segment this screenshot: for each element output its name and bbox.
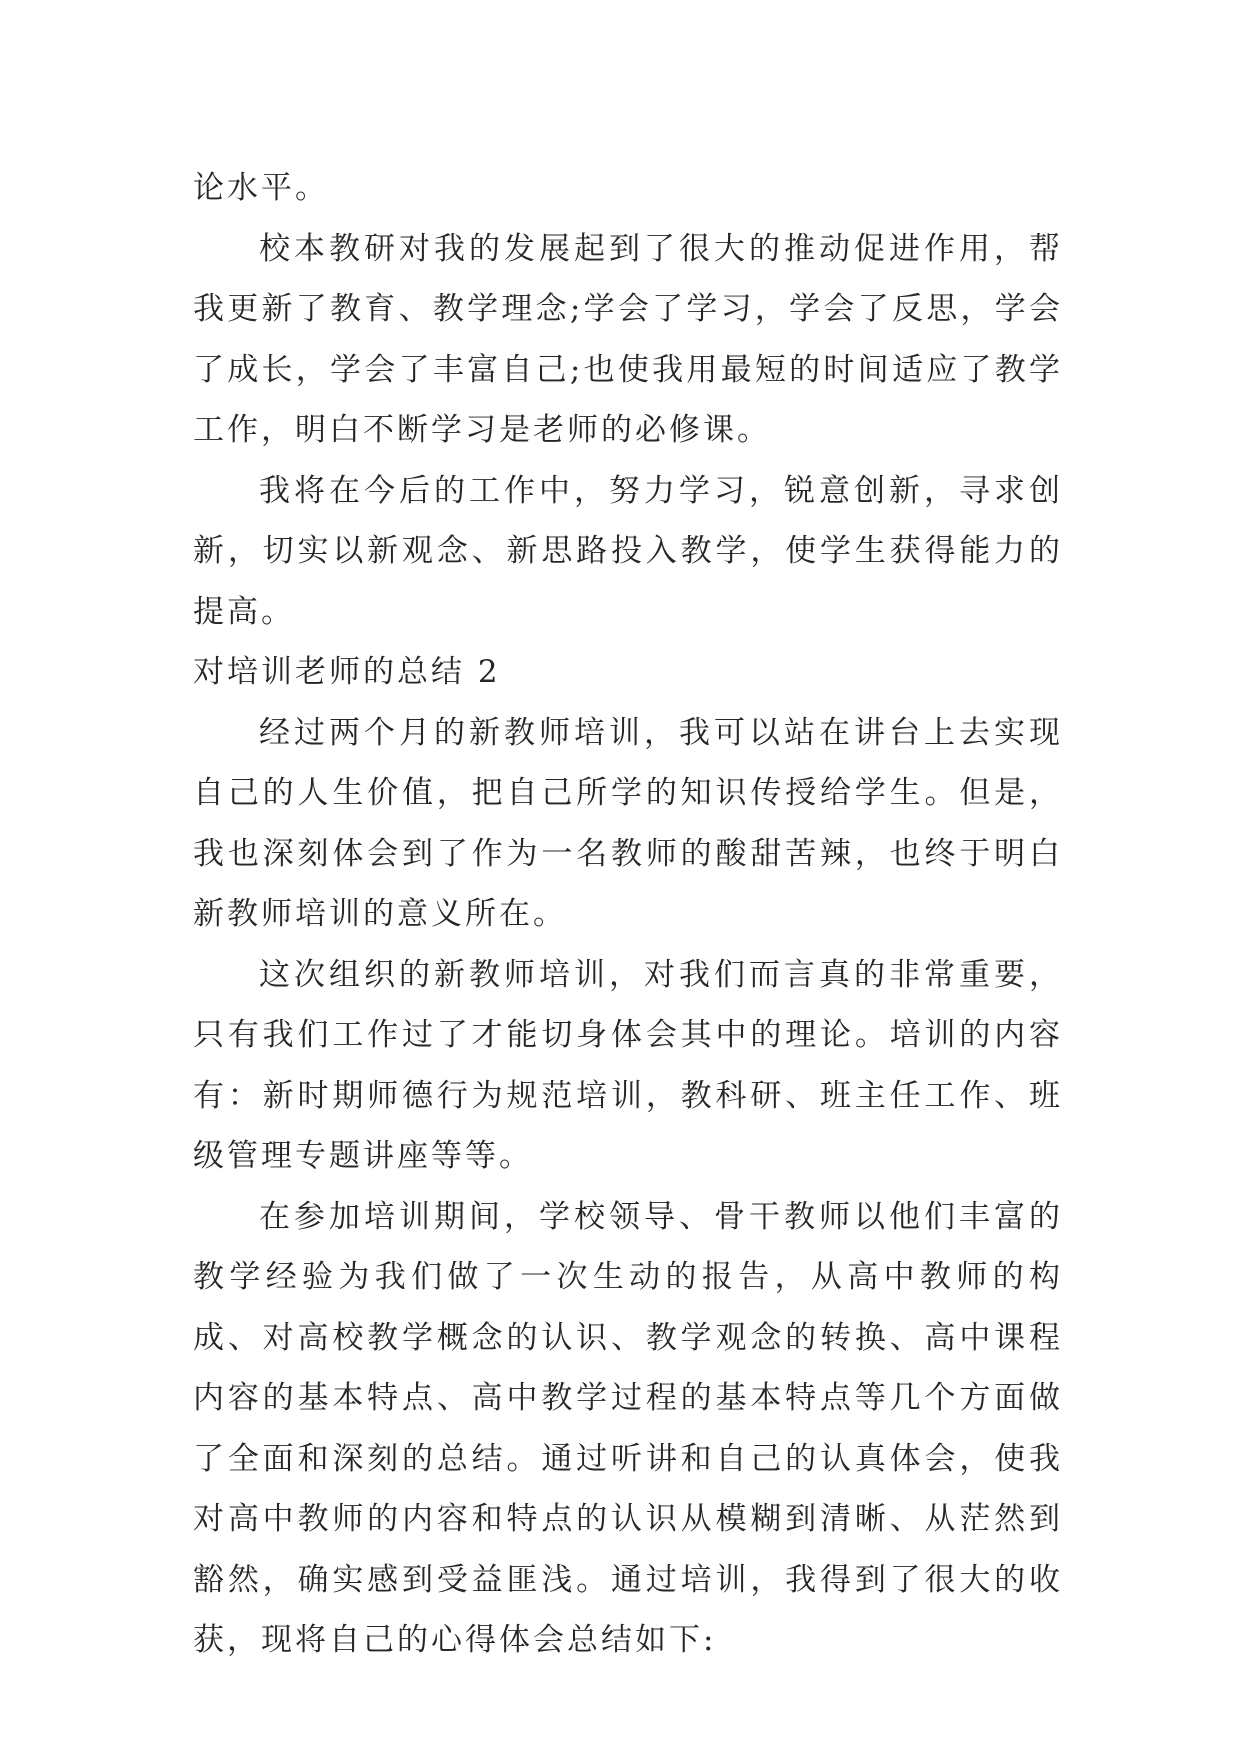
paragraph: 论水平。: [193, 170, 329, 206]
paragraph: 我将在今后的工作中，努力学习，锐意创新，寻求创新，切实以新观念、新思路投入教学，使学生获得能力的提高。: [193, 472, 1063, 630]
document-body: [193, 158, 1063, 1671]
paragraph: 这次组织的新教师培训，对我们而言真的非常重要，只有我们工作过了才能切身体会其中的理论。培训的内容有：新时期师德行为规范培训，教科研、班主任工作、班级管理专题讲座等等。: [193, 956, 1063, 1174]
paragraph: 经过两个月的新教师培训，我可以站在讲台上去实现自己的人生价值，把自己所学的知识传授给学生。但是，我也深刻体会到了作为一名教师的酸甜苦辣，也终于明白新教师培训的意义所在。: [193, 714, 1063, 932]
paragraph: 在参加培训期间，学校领导、骨干教师以他们丰富的教学经验为我们做了一次生动的报告，从高中教师的构成、对高校教学概念的认识、教学观念的转换、高中课程内容的基本特点、高中教学过程的基本特点等几个方面做了全面和深刻的总结。通过听讲和自己的认真体会，使我对高中教师的内容和特点的认识从模糊到清晰、从茫然到豁然，确实感到受益匪浅。通过培训，我得到了很大的收获，现将自己的心得体会总结如下:: [193, 1198, 1063, 1658]
paragraph: 校本教研对我的发展起到了很大的推动促进作用，帮我更新了教育、教学理念;学会了学习，学会了反思，学会了成长，学会了丰富自己;也使我用最短的时间适应了教学工作，明白不断学习是老师的必修课。: [193, 230, 1063, 448]
section-heading: 对培训老师的总结 2: [193, 654, 501, 690]
